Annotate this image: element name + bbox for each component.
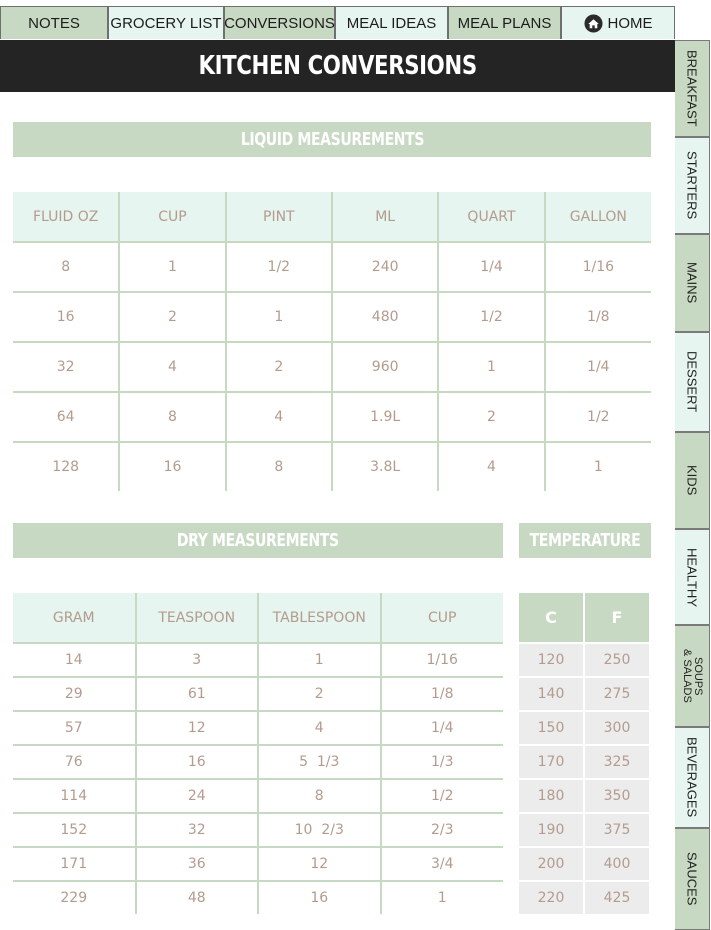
table-cell: 220 [519, 881, 584, 914]
top-tab-bar [0, 6, 675, 40]
table-cell: 3.8L [332, 442, 438, 491]
temperature-section-header [519, 523, 651, 558]
side-tab-healthy-label: HEALTHY [684, 547, 700, 607]
table-cell: 1/8 [545, 292, 651, 342]
table-cell: 3/4 [381, 847, 504, 881]
table-cell: 4 [438, 442, 544, 491]
table-cell: 8 [226, 442, 332, 491]
table-row [13, 392, 651, 442]
tab-conversions-label: CONVERSIONS [224, 14, 335, 32]
liquid-header-cell: QUART [438, 192, 544, 242]
table-row [13, 711, 503, 745]
page-title-bar [0, 40, 675, 92]
temperature-header-cell: C [519, 593, 584, 643]
side-tab-starters[interactable] [675, 137, 710, 234]
table-cell: 32 [13, 342, 119, 392]
table-cell: 2 [438, 392, 544, 442]
side-tab-bar [675, 40, 711, 930]
table-row [13, 881, 503, 914]
table-cell: 250 [584, 643, 649, 677]
table-cell: 1/4 [545, 342, 651, 392]
table-cell: 425 [584, 881, 649, 914]
table-cell: 150 [519, 711, 584, 745]
dry-header-cell: CUP [381, 593, 504, 643]
table-row [13, 442, 651, 491]
table-cell: 14 [13, 643, 136, 677]
side-tab-kids[interactable] [675, 432, 710, 529]
table-row [519, 745, 649, 779]
side-tab-soups-salads[interactable] [675, 625, 710, 727]
table-row [13, 779, 503, 813]
table-cell: 480 [332, 292, 438, 342]
side-tab-starters-label: STARTERS [684, 151, 700, 220]
table-cell: 170 [519, 745, 584, 779]
table-row [13, 847, 503, 881]
table-cell: 152 [13, 813, 136, 847]
table-cell: 12 [136, 711, 259, 745]
table-cell: 1/2 [438, 292, 544, 342]
tab-meal-ideas[interactable] [335, 6, 448, 39]
temperature-header-cell: F [584, 593, 649, 643]
dry-header-cell: TEASPOON [136, 593, 259, 643]
table-row [13, 643, 503, 677]
table-cell: 8 [119, 392, 225, 442]
table-cell: 32 [136, 813, 259, 847]
liquid-header-cell: CUP [119, 192, 225, 242]
table-cell: 1 [438, 342, 544, 392]
dry-section-header [13, 523, 503, 558]
table-row [519, 813, 649, 847]
table-cell: 128 [13, 442, 119, 491]
table-cell: 48 [136, 881, 259, 914]
table-cell: 1 [381, 881, 504, 914]
table-cell: 1.9L [332, 392, 438, 442]
table-cell: 12 [258, 847, 381, 881]
table-cell: 1/2 [381, 779, 504, 813]
temperature-section-title: TEMPERATURE [529, 530, 641, 551]
table-cell: 1 [545, 442, 651, 491]
table-cell: 76 [13, 745, 136, 779]
home-icon [584, 14, 603, 33]
side-tab-mains[interactable] [675, 234, 710, 332]
table-cell: 190 [519, 813, 584, 847]
table-cell: 8 [258, 779, 381, 813]
table-cell: 4 [226, 392, 332, 442]
table-row [13, 745, 503, 779]
side-tab-breakfast[interactable] [675, 40, 710, 137]
table-row [13, 292, 651, 342]
table-cell: 16 [119, 442, 225, 491]
tab-meal-plans-label: MEAL PLANS [457, 14, 552, 32]
table-cell: 140 [519, 677, 584, 711]
table-cell: 400 [584, 847, 649, 881]
table-cell: 1/3 [381, 745, 504, 779]
liquid-header-cell: FLUID OZ [13, 192, 119, 242]
table-cell: 120 [519, 643, 584, 677]
table-cell: 2/3 [381, 813, 504, 847]
table-cell: 5 1/3 [258, 745, 381, 779]
tab-notes-label: NOTES [28, 14, 80, 32]
table-cell: 229 [13, 881, 136, 914]
table-cell: 16 [258, 881, 381, 914]
table-cell: 1/8 [381, 677, 504, 711]
table-row [13, 813, 503, 847]
table-cell: 300 [584, 711, 649, 745]
table-row [519, 881, 649, 914]
table-cell: 16 [13, 292, 119, 342]
liquid-header-row [13, 192, 651, 242]
side-tab-dessert-label: DESSERT [684, 351, 700, 413]
table-cell: 1/4 [438, 242, 544, 292]
table-cell: 2 [258, 677, 381, 711]
table-cell: 3 [136, 643, 259, 677]
dry-table [13, 593, 503, 914]
table-row [13, 242, 651, 292]
side-tab-dessert[interactable] [675, 332, 710, 432]
table-cell: 4 [258, 711, 381, 745]
tab-grocery-list[interactable] [108, 6, 224, 39]
table-cell: 2 [226, 342, 332, 392]
side-tab-sauces[interactable] [675, 828, 710, 930]
table-row [519, 711, 649, 745]
side-tab-healthy[interactable] [675, 529, 710, 625]
dry-header-row [13, 593, 503, 643]
table-cell: 1 [258, 643, 381, 677]
liquid-header-cell: GALLON [545, 192, 651, 242]
table-cell: 1/16 [381, 643, 504, 677]
table-cell: 1 [226, 292, 332, 342]
table-cell: 16 [136, 745, 259, 779]
side-tab-sauces-label: SAUCES [684, 852, 700, 906]
table-cell: 1/16 [545, 242, 651, 292]
table-cell: 171 [13, 847, 136, 881]
liquid-section-header [13, 122, 651, 157]
table-cell: 57 [13, 711, 136, 745]
side-tab-breakfast-label: BREAKFAST [684, 50, 700, 127]
side-tab-mains-label: MAINS [684, 262, 700, 304]
liquid-header-cell: PINT [226, 192, 332, 242]
side-tab-soups-salads-label: SOUPS & SALADS [681, 649, 704, 703]
table-cell: 10 2/3 [258, 813, 381, 847]
table-cell: 200 [519, 847, 584, 881]
table-cell: 4 [119, 342, 225, 392]
temperature-table [519, 593, 649, 914]
table-cell: 350 [584, 779, 649, 813]
table-cell: 29 [13, 677, 136, 711]
liquid-table [13, 192, 651, 491]
table-row [519, 779, 649, 813]
tab-notes[interactable] [0, 6, 108, 39]
table-row [13, 677, 503, 711]
table-cell: 24 [136, 779, 259, 813]
table-cell: 64 [13, 392, 119, 442]
tab-grocery-list-label: GROCERY LIST [110, 14, 222, 32]
table-cell: 325 [584, 745, 649, 779]
table-cell: 275 [584, 677, 649, 711]
table-cell: 36 [136, 847, 259, 881]
table-cell: 114 [13, 779, 136, 813]
liquid-header-cell: ML [332, 192, 438, 242]
table-cell: 180 [519, 779, 584, 813]
table-cell: 2 [119, 292, 225, 342]
side-tab-kids-label: KIDS [684, 465, 700, 496]
tab-home-label: HOME [607, 14, 653, 32]
table-cell: 960 [332, 342, 438, 392]
table-cell: 1/4 [381, 711, 504, 745]
dry-header-cell: GRAM [13, 593, 136, 643]
dry-header-cell: TABLESPOON [258, 593, 381, 643]
dry-section-title: DRY MEASUREMENTS [177, 530, 339, 551]
table-cell: 1 [119, 242, 225, 292]
table-row [519, 847, 649, 881]
liquid-section-title: LIQUID MEASUREMENTS [240, 129, 424, 150]
table-row [519, 677, 649, 711]
table-row [519, 643, 649, 677]
page-title: KITCHEN CONVERSIONS [198, 51, 477, 81]
table-cell: 240 [332, 242, 438, 292]
tab-meal-plans[interactable] [448, 6, 561, 39]
table-cell: 61 [136, 677, 259, 711]
tab-home[interactable] [561, 6, 675, 39]
table-cell: 1/2 [545, 392, 651, 442]
table-cell: 375 [584, 813, 649, 847]
side-tab-beverages[interactable] [675, 727, 710, 828]
side-tab-beverages-label: BEVERAGES [684, 737, 700, 818]
temperature-header-row [519, 593, 649, 643]
tab-conversions[interactable] [224, 6, 335, 39]
tab-meal-ideas-label: MEAL IDEAS [346, 14, 437, 32]
table-row [13, 342, 651, 392]
table-cell: 1/2 [226, 242, 332, 292]
table-cell: 8 [13, 242, 119, 292]
